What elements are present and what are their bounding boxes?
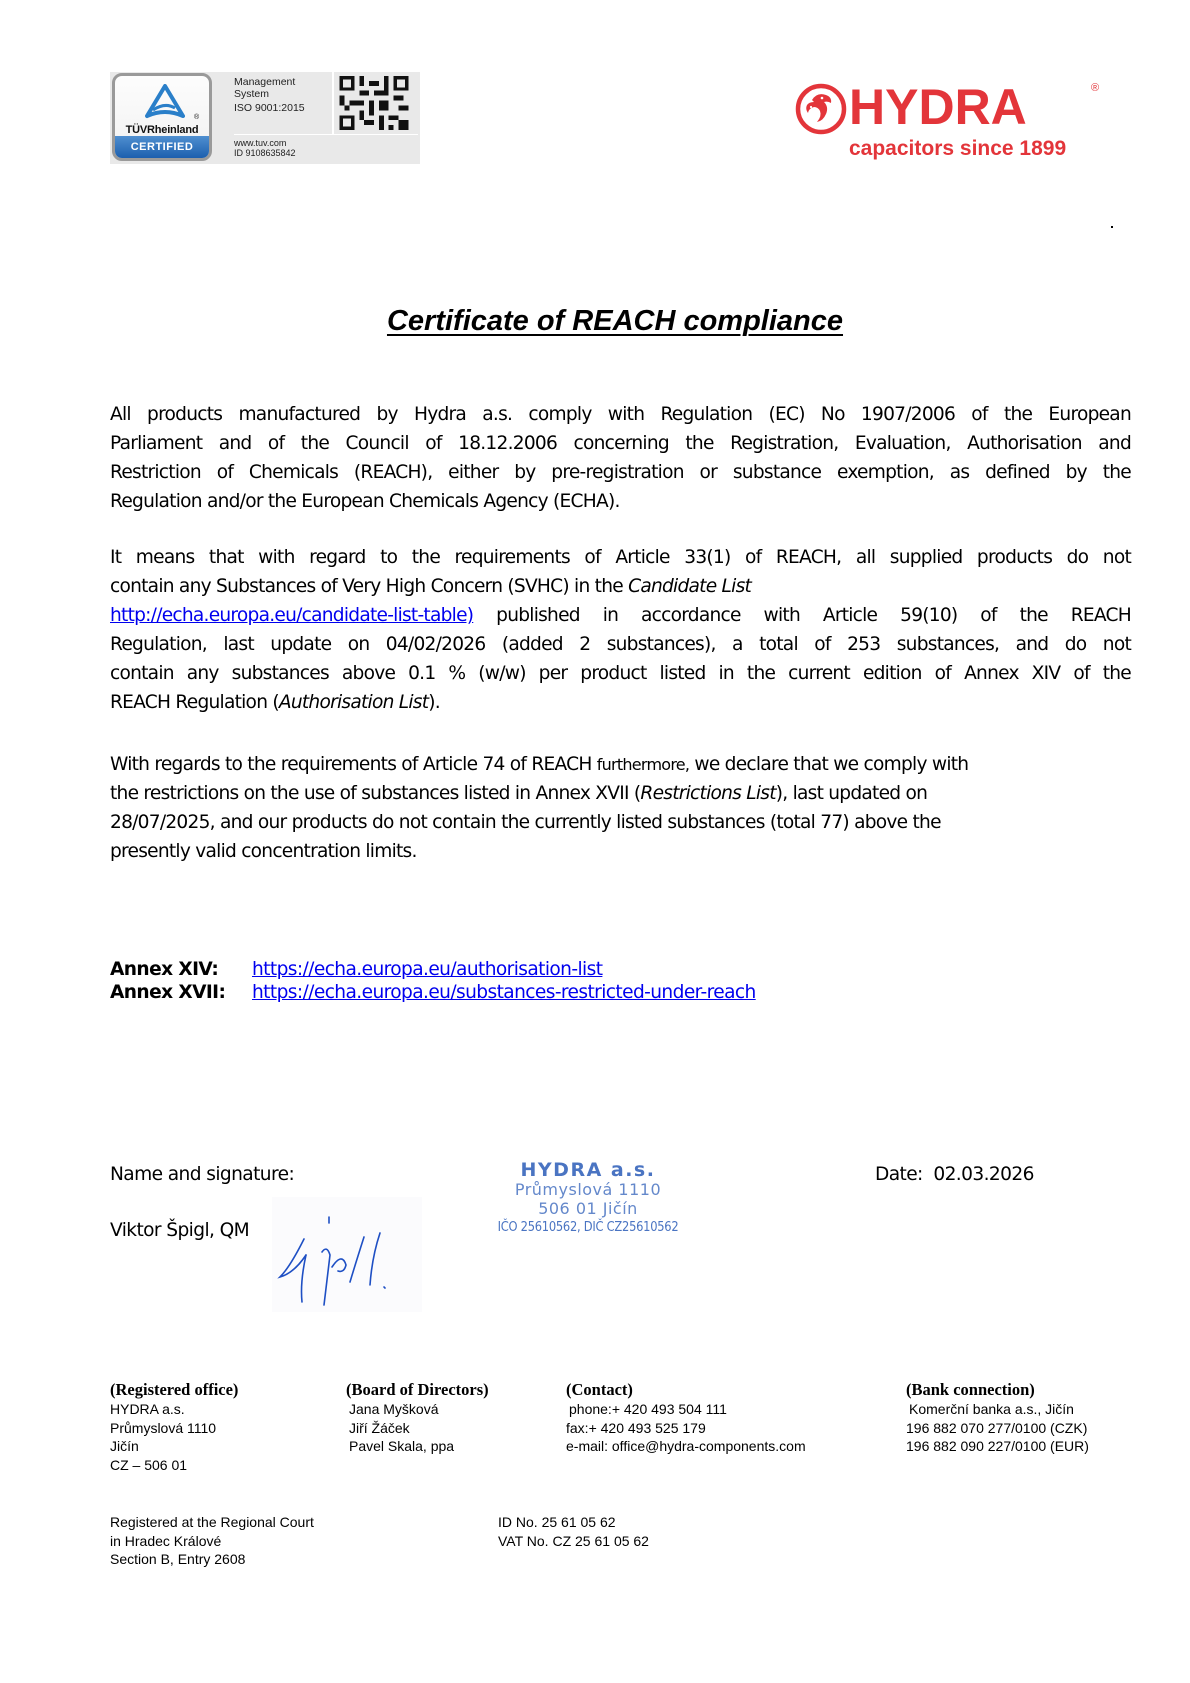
divider	[332, 72, 334, 134]
text-line: Regulation and/or the European Chemicals Agency (ECHA).	[110, 491, 620, 512]
system-line: System	[234, 88, 270, 100]
footer-line: CZ – 506 01	[110, 1456, 188, 1473]
company-stamp	[478, 1160, 698, 1236]
page-title: Certificate of REACH compliance	[386, 305, 844, 337]
text-line	[110, 750, 1131, 779]
text-line	[110, 688, 1131, 717]
text-fragment: we declare that we comply with	[689, 754, 969, 775]
text-line: It means that with regard to the requirements of Article 33(1) of REACH, all supplied products do not	[110, 547, 1131, 568]
paragraph-compliance	[110, 400, 1131, 516]
hydra-tagline: capacitors since 1899	[849, 137, 1067, 160]
text-fragment: published in accordance with Article 59(10) of the REACH	[473, 605, 1131, 626]
date-value: 02.03.2026	[933, 1164, 1034, 1185]
footer-line: HYDRA a.s.	[110, 1401, 185, 1417]
annex-row	[110, 958, 756, 981]
footer-line: in Hradec Králové	[110, 1532, 222, 1549]
tuv-certification-badge	[110, 72, 420, 164]
footer-line: Jiří Žáček	[349, 1419, 410, 1436]
footer-company-ids	[498, 1513, 649, 1550]
text-line: All products manufactured by Hydra a.s. comply with Regulation (EC) No 1907/2006 of the European	[110, 404, 1131, 425]
footer-vat-number: VAT No. CZ 25 61 05 62	[498, 1532, 649, 1549]
hydra-logo	[795, 80, 1105, 160]
annex-label: Annex XVII:	[110, 982, 226, 1003]
text-line	[110, 779, 1131, 808]
text-fragment: With regards to the requirements of Article 74 of REACH	[110, 754, 597, 775]
footer-bank	[906, 1380, 1089, 1456]
footer-line: 196 882 070 277/0100 (CZK)	[906, 1419, 1088, 1436]
footer-fax: fax:+ 420 493 525 179	[566, 1419, 706, 1436]
date-label: Date:	[875, 1164, 923, 1185]
footer-court-registration	[110, 1513, 314, 1569]
text-fragment: ).	[428, 692, 440, 713]
text-line: presently valid concentration limits.	[110, 841, 417, 862]
footer-line: Komerční banka a.s., Jičín	[909, 1401, 1074, 1417]
system-line: Management	[234, 76, 296, 88]
handwritten-signature-icon	[272, 1197, 422, 1312]
text-line: Parliament and of the Council of 18.12.2006 concerning the Registration, Evaluation, Authorisation and	[110, 433, 1131, 454]
annex-xiv-link[interactable]: https://echa.europa.eu/authorisation-list	[252, 959, 603, 980]
tuv-shield	[112, 73, 212, 161]
footer-line: 196 882 090 227/0100 (EUR)	[906, 1438, 1089, 1454]
qr-code-icon	[339, 76, 409, 130]
tuv-brand-name	[115, 114, 209, 136]
footer-contact	[566, 1380, 806, 1456]
footer-line: Pavel Skala, ppa	[349, 1438, 455, 1454]
text-fragment: contain any Substances of Very High Concern (SVHC) in the	[110, 576, 629, 597]
text-fragment: ), last updated on	[775, 783, 928, 804]
paragraph-svhc	[110, 543, 1131, 717]
footer-heading: (Registered office)	[110, 1380, 239, 1399]
divider	[234, 134, 418, 135]
footer-phone: phone:+ 420 493 504 111	[569, 1401, 727, 1417]
stamp-line: Průmyslová 1110	[514, 1180, 662, 1199]
certified-banner: CERTIFIED	[115, 136, 209, 158]
tuv-certificate-id: ID 9108635842	[234, 148, 296, 158]
restrictions-list-term: Restrictions List	[640, 783, 776, 804]
tuv-triangle-icon	[145, 84, 185, 120]
annex-links	[110, 958, 756, 1004]
footer-id-number: ID No. 25 61 05 62	[498, 1514, 616, 1530]
signer-name: Viktor Špigl, QM	[110, 1220, 250, 1241]
signature-image	[272, 1197, 422, 1312]
stamp-line: HYDRA a.s.	[520, 1159, 656, 1181]
footer-line: Průmyslová 1110	[110, 1419, 217, 1436]
date-field	[875, 1164, 1034, 1185]
footer-line: Jičín	[110, 1438, 139, 1454]
text-line: contain any substances above 0.1 % (w/w) per product listed in the current edition of Annex XIV of the	[110, 663, 1131, 684]
management-system-text	[234, 76, 305, 114]
text-line	[110, 572, 1131, 601]
footer-heading: (Bank connection)	[906, 1380, 1035, 1399]
annex-xvii-link[interactable]: https://echa.europa.eu/substances-restricted-under-reach	[252, 982, 756, 1003]
text-line: Regulation, last update on 04/02/2026 (added 2 substances), a total of 253 substances, and do not	[110, 634, 1131, 655]
footer-board	[346, 1380, 489, 1456]
registered-mark: ®	[194, 114, 199, 121]
text-fragment: the restrictions on the use of substances listed in Annex XVII (	[110, 783, 641, 804]
stamp-line: 506 01 Jičín	[538, 1199, 638, 1218]
text-fragment: REACH Regulation (	[110, 692, 279, 713]
annex-label: Annex XIV:	[110, 959, 219, 980]
tuv-brand-text: TÜVRheinland	[125, 124, 199, 136]
text-line	[110, 601, 1131, 630]
paragraph-restrictions	[110, 750, 1131, 866]
footer-line: Registered at the Regional Court	[110, 1514, 314, 1530]
footer-heading: (Board of Directors)	[346, 1380, 489, 1399]
registered-mark: ®	[1091, 82, 1100, 94]
authorisation-list-term: Authorisation List	[278, 692, 429, 713]
candidate-list-term: Candidate List	[628, 576, 752, 597]
hydra-wordmark: HYDRA	[849, 79, 1027, 135]
candidate-list-link[interactable]: http://echa.europa.eu/candidate-list-table)	[110, 605, 474, 626]
text-line: 28/07/2025, and our products do not contain the currently listed substances (total 77) above the	[110, 812, 941, 833]
tuv-footer	[234, 138, 296, 158]
stray-dot	[1111, 226, 1113, 228]
hydra-dragon-emblem-icon	[795, 83, 847, 135]
footer-line: Section B, Entry 2608	[110, 1551, 246, 1567]
tuv-website: www.tuv.com	[234, 138, 287, 148]
stamp-line: IČO 25610562, DIČ CZ25610562	[497, 1219, 679, 1235]
iso-standard: ISO 9001:2015	[234, 102, 305, 114]
signature-label: Name and signature:	[110, 1164, 295, 1185]
footer-email[interactable]: e-mail: office@hydra-components.com	[566, 1438, 806, 1454]
footer-heading: (Contact)	[566, 1380, 633, 1399]
footer-registered-office	[110, 1380, 238, 1474]
text-fragment: furthermore,	[596, 755, 690, 774]
annex-row	[110, 981, 756, 1004]
footer-line: Jana Myšková	[349, 1401, 439, 1417]
text-line: Restriction of Chemicals (REACH), either by pre-registration or substance exemption, as defined by the	[110, 462, 1131, 483]
